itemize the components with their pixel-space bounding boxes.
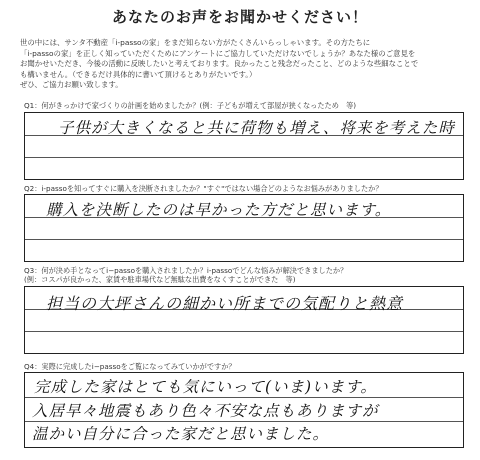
question-4-label: Q4：実際に完成したi−passoをご覧になってみていかがですか？ [24,362,236,371]
answer-line [25,157,463,158]
question-3-label: Q3：何が決め手となってi−passoを購入されましたか？i-passoでどんな悩みが解決できましたか？ (例：コスパが良かった、家賃や駐車場代など無駄な出費をなくすことができた 等) [24,266,348,284]
answer-4-line-1: 完成した家はとても気にいって(いま)います。 [34,378,377,396]
answer-4-line-3: 温かい自分に合った家だと思いました。 [32,425,330,443]
page-title: あなたのお声をお聞かせください！ [111,8,368,26]
answer-line [25,331,463,332]
intro-text: 世の中には、サンタ不動産「i-passoの家」をまだ知らない方がたくさんいらっしゃいます。その方たちに 「i-passoの家」を正しく知っていただくためにアンケートにご協力していただけないでしょうか？あなた様のご意見を お聞かせいただき、今後の活動に反映したいと考えております。良かったこと残念だったこと、どのような些細なことで も構いません。（できるだけ具体的に書いて頂けるとありがたいです。） ぜひ、ご協力お願い致します。 [20,38,419,90]
answer-line [25,239,463,240]
answer-3-line-1: 担当の大坪さんの細かい所までの気配りと熱意 [46,294,404,313]
answer-2-line-1: 購入を決断したのは早かった方だと思います。 [46,201,392,219]
question-2-label: Q2：i-passoを知ってすぐに購入を決断されましたか？"すぐ"ではない場合どのようなお悩みがありましたか？ [24,184,383,193]
answer-line [25,397,463,398]
answer-4-line-2: 入居早々地震もあり色々不安な点もありますが [32,402,379,420]
answer-1-line-1: 子供が大きくなると共に荷物も増え、将来を考えた時 [58,119,455,137]
question-1-label: Q1：何がきっかけで家づくりの計画を始めましたか？(例：子どもが増えて部屋が狭くなったため 等) [24,101,357,110]
